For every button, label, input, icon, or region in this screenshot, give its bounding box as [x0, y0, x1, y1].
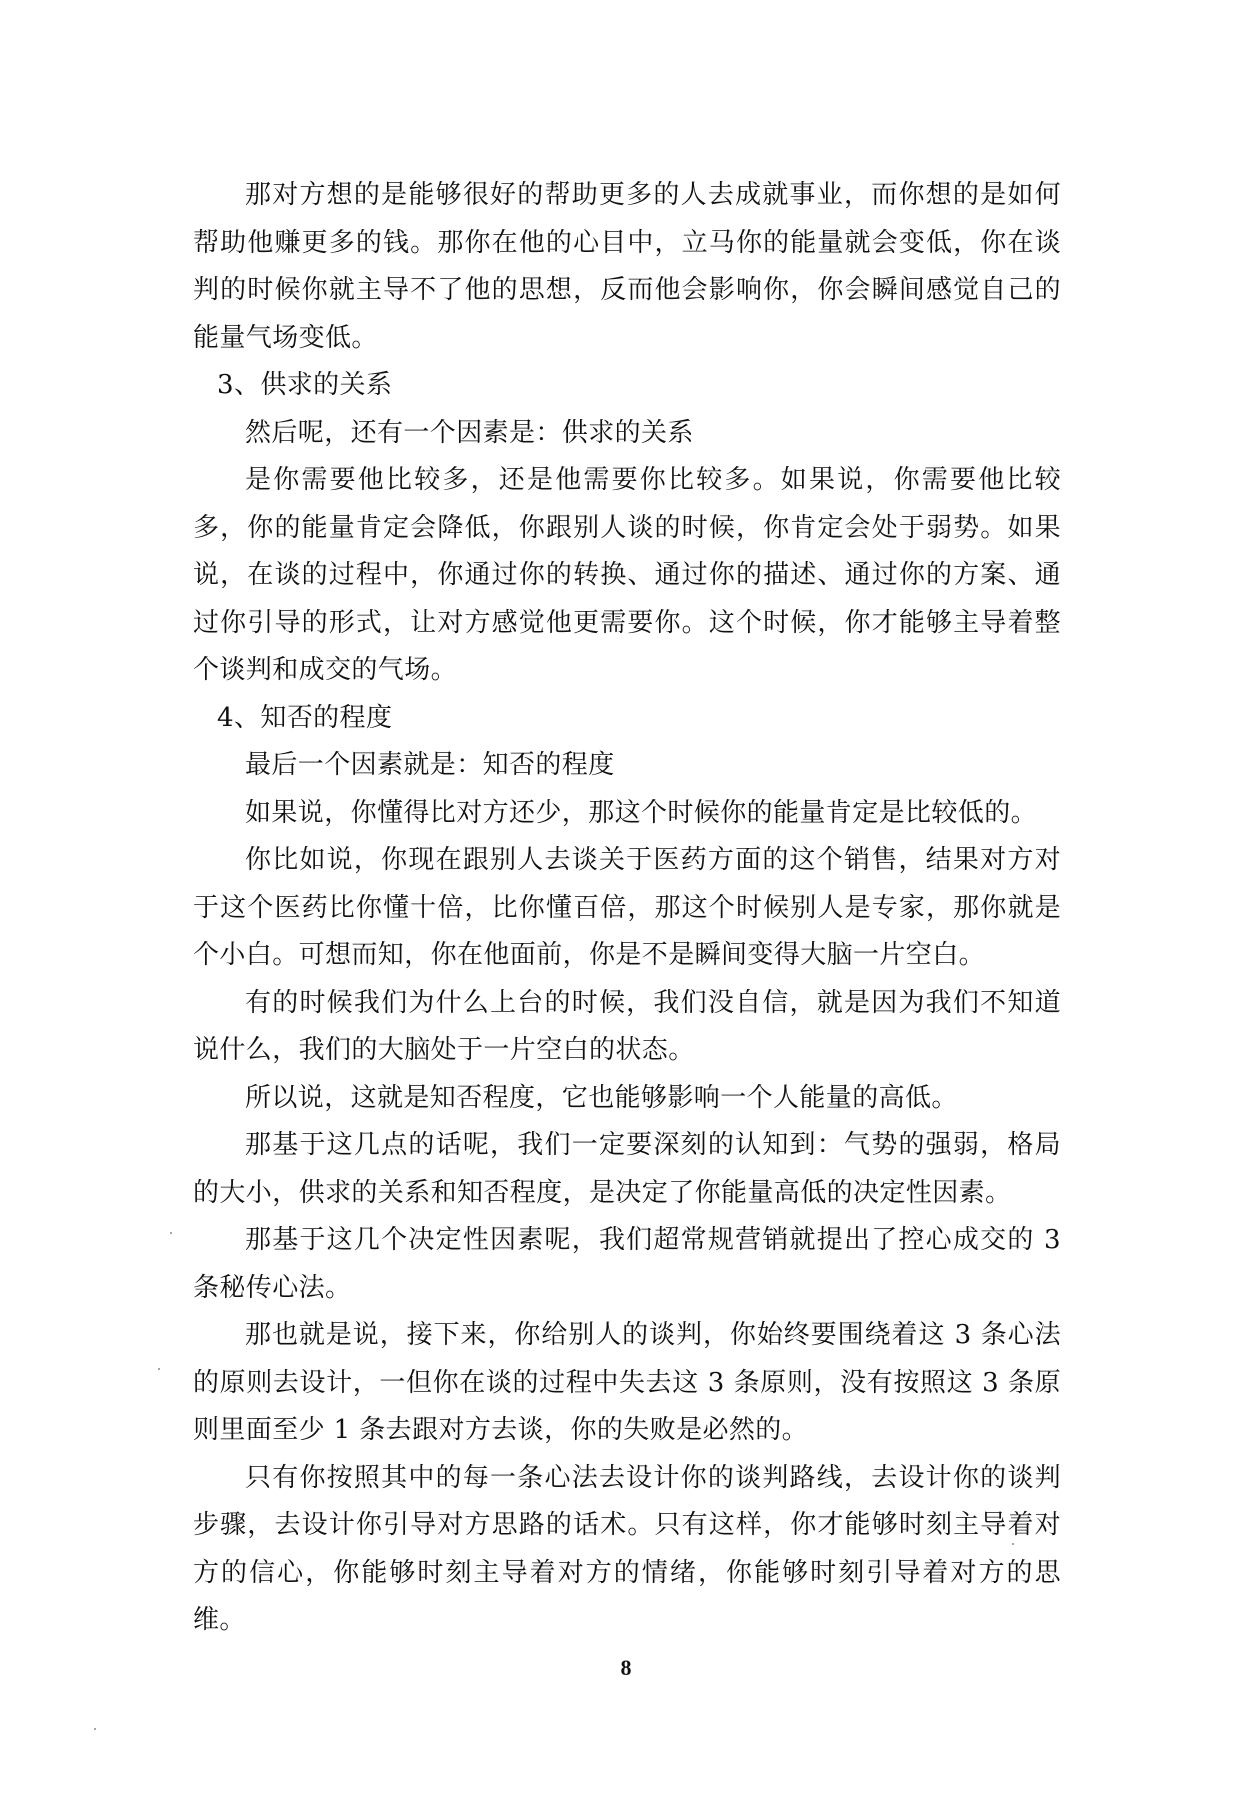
section-heading-4: 4、知否的程度: [217, 702, 393, 733]
paragraph-11: 那也就是说，接下来，你给别人的谈判，你始终要围绕着这 3 条心法的原则去设计，一但你在谈的过程中失去这 3 条原则，没有按照这 3 条原则里面至少 1 条去跟对方去谈，你的失败是必然的。: [193, 1320, 1061, 1445]
paragraph-1: 那对方想的是能够很好的帮助更多的人去成就事业，而你想的是如何帮助他赚更多的钱。那你在他的心目中，立马你的能量就会变低，你在谈判的时候你就主导不了他的思想，反而他会影响你，你会瞬间感觉自己的能量气场变低。: [193, 180, 1061, 353]
paragraph-5: 如果说，你懂得比对方还少，那这个时候你的能量肯定是比较低的。: [245, 797, 1038, 828]
scan-speck: [158, 1368, 160, 1370]
paragraph-3: 是你需要他比较多，还是他需要你比较多。如果说，你需要他比较多，你的能量肯定会降低，你跟别人谈的时候，你肯定会处于弱势。如果说，在谈的过程中，你通过你的转换、通过你的描述、通过你的方案、通过你引导的形式，让对方感觉他更需要你。这个时候，你才能够主导着整个谈判和成交的气场。: [193, 465, 1061, 685]
paragraph-7: 有的时候我们为什么上台的时候，我们没自信，就是因为我们不知道说什么，我们的大脑处于一片空白的状态。: [193, 987, 1061, 1065]
body-text: [193, 172, 1061, 1645]
scan-speck: [170, 1232, 172, 1234]
paragraph-6: 你比如说，你现在跟别人去谈关于医药方面的这个销售，结果对方对于这个医药比你懂十倍，比你懂百倍，那这个时候别人是专家，那你就是个小白。可想而知，你在他面前，你是不是瞬间变得大脑一片空白。: [193, 845, 1061, 970]
paragraph-4: 最后一个因素就是：知否的程度: [245, 750, 615, 780]
paragraph-8: 所以说，这就是知否程度，它也能够影响一个人能量的高低。: [245, 1082, 958, 1113]
scan-speck: [94, 1728, 96, 1730]
paragraph-10: 那基于这几个决定性因素呢，我们超常规营销就提出了控心成交的 3 条秘传心法。: [193, 1225, 1061, 1303]
section-heading-3: 3、供求的关系: [217, 370, 393, 400]
paragraph-12: 只有你按照其中的每一条心法去设计你的谈判路线，去设计你的谈判步骤，去设计你引导对方思路的话术。只有这样，你才能够时刻主导着对方的信心，你能够时刻主导着对方的情绪，你能够时刻引导着对方的思维。: [193, 1462, 1061, 1635]
paragraph-2: 然后呢，还有一个因素是：供求的关系: [245, 417, 694, 448]
paragraph-9: 那基于这几点的话呢，我们一定要深刻的认知到：气势的强弱，格局的大小，供求的关系和知否程度，是决定了你能量高低的决定性因素。: [193, 1130, 1061, 1208]
scan-speck: [1012, 1543, 1014, 1545]
page-number: 8: [620, 1655, 632, 1680]
